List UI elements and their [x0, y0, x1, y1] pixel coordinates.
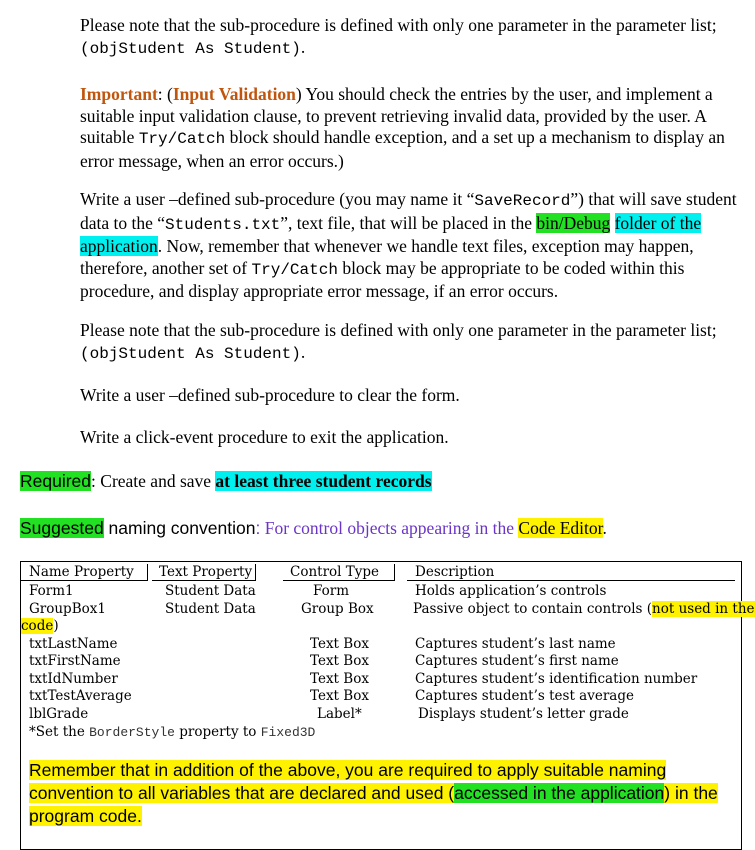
- table-cell: Group Box: [301, 601, 374, 617]
- accessed-highlight: accessed in the application: [454, 783, 665, 803]
- table-cell: GroupBox1: [29, 601, 106, 617]
- suggested-line: Suggested naming convention: For control objects appearing in the Code Editor.: [20, 518, 607, 538]
- header-description: Description: [407, 564, 735, 581]
- table-cell: txtTestAverage: [29, 688, 132, 704]
- table-cell: code): [21, 618, 59, 634]
- header-control-type: Control Type: [283, 564, 395, 581]
- table-cell: txtLastName: [29, 636, 118, 652]
- header-name-property: Name Property: [21, 564, 148, 581]
- important-label: Important: [80, 84, 158, 104]
- table-cell: Student Data: [165, 583, 256, 599]
- table-cell: Form1: [29, 583, 74, 599]
- table-cell: Text Box: [310, 653, 369, 669]
- required-line: Required: Create and save at least three student records: [20, 471, 432, 491]
- bullet-clear-form: Write a user –defined sub-procedure to clear the form.: [80, 385, 460, 405]
- table-cell: txtIdNumber: [29, 671, 118, 687]
- table-cell: Form: [313, 583, 350, 599]
- table-cell: Captures student’s last name: [415, 636, 616, 652]
- input-validation-label: Input Validation: [172, 84, 296, 104]
- table-cell: Holds application’s controls: [415, 583, 607, 599]
- table-cell: Captures student’s test average: [415, 688, 634, 704]
- table-cell: Text Box: [310, 636, 369, 652]
- table-cell: Text Box: [310, 688, 369, 704]
- parameter-note-2: Please note that the sub-procedure is defined with only one parameter in the parameter list; (objStudent As Student).: [80, 320, 717, 363]
- bin-debug-highlight: bin/Debug: [536, 212, 611, 233]
- table-cell: Passive object to contain controls (not used in the: [413, 601, 755, 617]
- table-cell: Student Data: [165, 601, 256, 617]
- table-footnote: *Set the BorderStyle property to Fixed3D: [29, 724, 316, 740]
- table-cell: txtFirstName: [29, 653, 121, 669]
- important-note: Important: (Input Validation) You should check the entries by the user, and implement a suitable input validation clause, to prevent retrieving invalid data, provided by the user. A suitable Try/Catch block should handle exception, and a set up a mechanism to display an error message, when an error occurs.): [80, 84, 725, 171]
- remember-note: Remember that in addition of the above, you are required to apply suitable naming convention to all variables that are declared and used (accessed in the application) in the program code.: [29, 760, 718, 826]
- required-label: Required: [20, 471, 92, 491]
- folder-highlight: folder of the application: [80, 212, 702, 256]
- table-cell: lblGrade: [29, 706, 89, 722]
- required-highlight: at least three student records: [215, 471, 432, 491]
- table-cell: Label*: [317, 706, 362, 722]
- bullet-arrow-icon: [52, 193, 61, 210]
- naming-convention-box: [20, 561, 755, 850]
- bullet-arrow-icon: [52, 431, 61, 448]
- table-cell: Displays student’s letter grade: [418, 706, 629, 722]
- table-cell: Captures student’s identification number: [415, 671, 698, 687]
- parameter-note-1: Please note that the sub-procedure is defined with only one parameter in the parameter list; (objStudent As Student).: [80, 15, 717, 58]
- suggested-label: Suggested: [20, 518, 104, 538]
- bullet-exit-app: Write a click-event procedure to exit the application.: [80, 427, 449, 447]
- header-text-property: Text Property: [152, 564, 256, 581]
- code-editor-highlight: Code Editor: [518, 518, 603, 538]
- table-cell: Captures student’s first name: [415, 653, 619, 669]
- bullet-arrow-icon: [52, 389, 61, 406]
- bullet-save-record: Write a user –defined sub-procedure (you may name it “SaveRecord”) that will save student data to the “Students.txt”, text file, that will be placed in the bin/Debug folder of the application. Now, remember that whenever we handle text files, exception may happen, therefore, another set of Try/Catch block may be appropriate to be coded within this procedure, and display appropriate error message, if an error occurs.: [80, 189, 737, 301]
- table-cell: Text Box: [310, 671, 369, 687]
